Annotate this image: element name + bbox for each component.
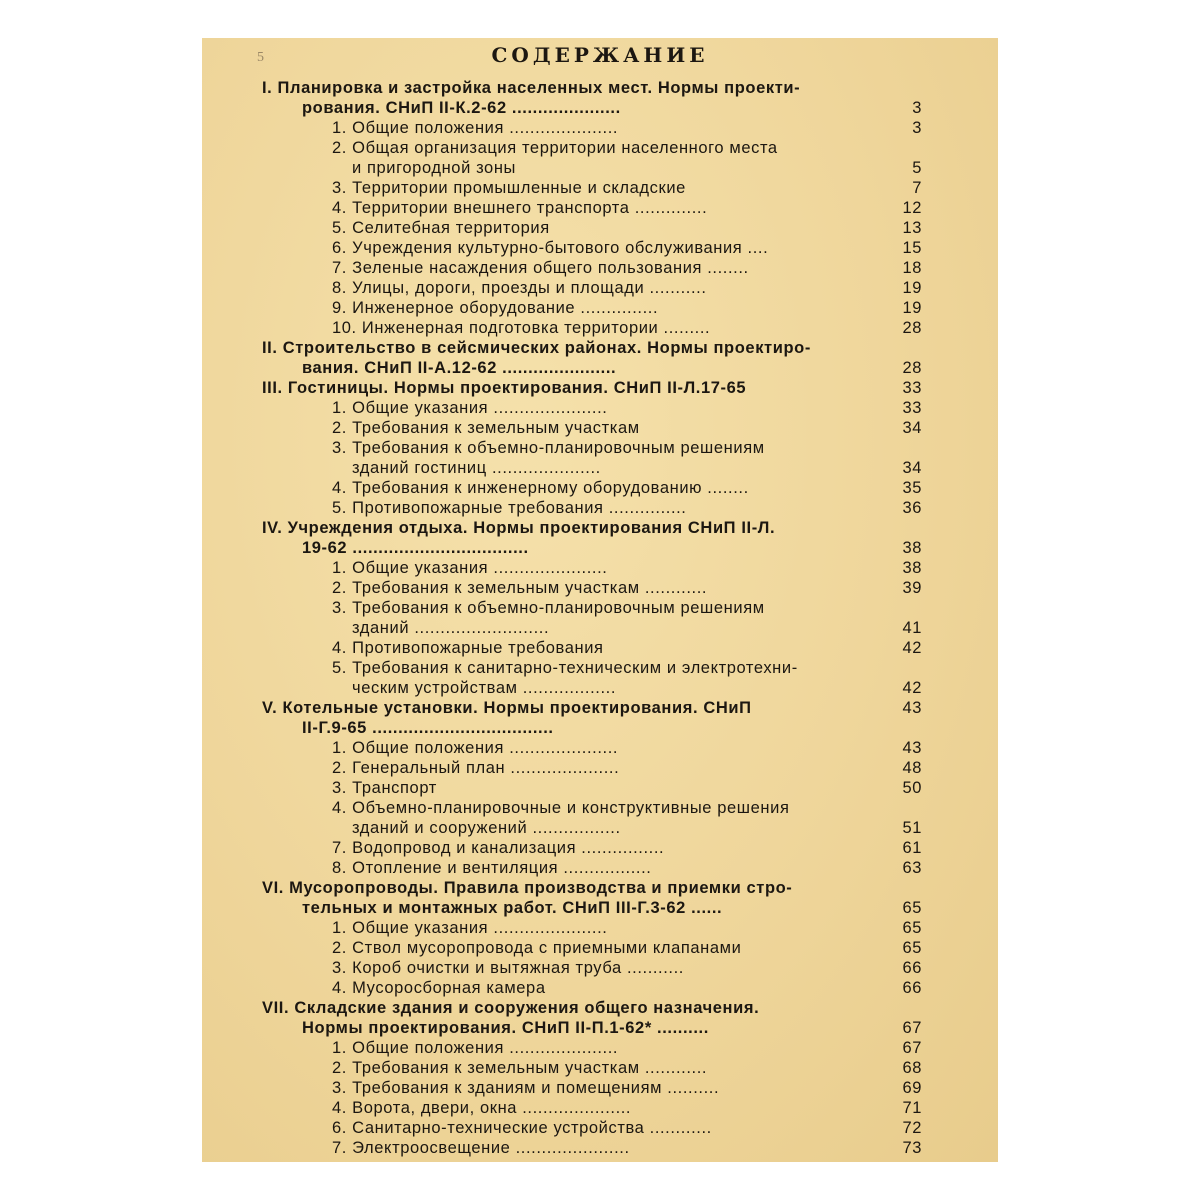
toc-entry-text: 2. Требования к земельным участкам bbox=[332, 419, 640, 437]
toc-entry bbox=[202, 878, 998, 898]
toc-entry bbox=[202, 818, 998, 838]
toc-entry-text: II-Г.9-65 ................................... bbox=[302, 719, 554, 737]
toc-entry-page: 65 bbox=[902, 899, 922, 917]
toc-entry-text: 4. Объемно-планировочные и конструктивные решения bbox=[332, 799, 790, 817]
toc-entry bbox=[202, 618, 998, 638]
toc-entry-page: 66 bbox=[902, 959, 922, 977]
toc-entry bbox=[202, 418, 998, 438]
toc-entry-text: V. Котельные установки. Нормы проектирования. СНиП bbox=[262, 699, 752, 717]
toc-entry-text: 3. Территории промышленные и складские bbox=[332, 179, 686, 197]
toc-entry bbox=[202, 478, 998, 498]
toc-entry-page: 13 bbox=[902, 219, 922, 237]
toc-entry bbox=[202, 798, 998, 818]
toc-entry bbox=[202, 538, 998, 558]
toc-entry bbox=[202, 918, 998, 938]
toc-entry-text: 3. Требования к объемно-планировочным решениям bbox=[332, 439, 765, 457]
toc-entry bbox=[202, 898, 998, 918]
toc-entry-text: 5. Противопожарные требования ............... bbox=[332, 499, 687, 517]
page-title: СОДЕРЖАНИЕ bbox=[491, 43, 709, 67]
toc-entry-page: 12 bbox=[902, 199, 922, 217]
toc-entry-text: I. Планировка и застройка населенных мест. Нормы проекти- bbox=[262, 79, 801, 97]
toc-entry-page: 65 bbox=[902, 939, 922, 957]
toc-entry bbox=[202, 558, 998, 578]
toc-entry-text: 2. Генеральный план ..................... bbox=[332, 759, 620, 777]
toc-entry bbox=[202, 658, 998, 678]
toc-entry-text: 2. Требования к земельным участкам ............ bbox=[332, 579, 708, 597]
toc-entry-page: 33 bbox=[902, 379, 922, 397]
toc-entry-text: 8. Улицы, дороги, проезды и площади ........... bbox=[332, 279, 707, 297]
toc-entry-text: 9. Инженерное оборудование ............... bbox=[332, 299, 659, 317]
toc-entry-page: 15 bbox=[902, 239, 922, 257]
toc-entry-page: 69 bbox=[902, 1079, 922, 1097]
toc-entry bbox=[202, 238, 998, 258]
toc-entry-page: 5 bbox=[912, 159, 922, 177]
toc-entry-text: 7. Зеленые насаждения общего пользования ........ bbox=[332, 259, 749, 277]
toc-entry bbox=[202, 438, 998, 458]
toc-entry bbox=[202, 1078, 998, 1098]
toc-entry-text: 1. Общие указания ...................... bbox=[332, 559, 608, 577]
toc-entry bbox=[202, 778, 998, 798]
toc-entry bbox=[202, 998, 998, 1018]
toc-entry-text: VII. Складские здания и сооружения общего назначения. bbox=[262, 999, 760, 1017]
toc-entry-text: тельных и монтажных работ. СНиП III-Г.3-62 ...... bbox=[302, 899, 723, 917]
toc-entry-text: 1. Общие положения ..................... bbox=[332, 1039, 619, 1057]
toc-entry-page: 42 bbox=[902, 679, 922, 697]
toc-entry bbox=[202, 938, 998, 958]
toc-entry-page: 66 bbox=[902, 979, 922, 997]
toc-entry-text: 19-62 .................................. bbox=[302, 539, 529, 557]
toc-entry-text: 4. Противопожарные требования bbox=[332, 639, 604, 657]
toc-entry-page: 35 bbox=[902, 479, 922, 497]
toc-entry bbox=[202, 498, 998, 518]
toc-entry-page: 38 bbox=[902, 559, 922, 577]
toc-entry-text: вания. СНиП II-А.12-62 ...................... bbox=[302, 359, 617, 377]
toc-entry-text: III. Гостиницы. Нормы проектирования. СНиП II-Л.17-65 bbox=[262, 379, 747, 397]
toc-entry bbox=[202, 598, 998, 618]
toc-entry bbox=[202, 958, 998, 978]
toc-entry-text: 4. Требования к инженерному оборудованию ........ bbox=[332, 479, 749, 497]
toc-entry-page: 18 bbox=[902, 259, 922, 277]
toc-entry bbox=[202, 218, 998, 238]
toc-entry-text: 5. Селитебная территория bbox=[332, 219, 550, 237]
toc-entry-text: рования. СНиП II-К.2-62 ..................... bbox=[302, 99, 621, 117]
toc-entry-text: IV. Учреждения отдыха. Нормы проектирования СНиП II-Л. bbox=[262, 519, 776, 537]
toc-entry-page: 43 bbox=[902, 739, 922, 757]
toc-entry bbox=[202, 858, 998, 878]
toc-entry-text: Нормы проектирования. СНиП II-П.1-62* .......... bbox=[302, 1019, 709, 1037]
toc-entry-page: 68 bbox=[902, 1059, 922, 1077]
toc-entry-page: 42 bbox=[902, 639, 922, 657]
toc-entry-text: 7. Водопровод и канализация ................ bbox=[332, 839, 665, 857]
toc-entry bbox=[202, 678, 998, 698]
toc-entry bbox=[202, 358, 998, 378]
toc-entry bbox=[202, 278, 998, 298]
toc-entry bbox=[202, 1118, 998, 1138]
toc-entry bbox=[202, 138, 998, 158]
toc-entry bbox=[202, 178, 998, 198]
toc-entry bbox=[202, 738, 998, 758]
toc-entry-text: 8. Отопление и вентиляция ................. bbox=[332, 859, 652, 877]
toc-entry-page: 48 bbox=[902, 759, 922, 777]
toc-entry-page: 34 bbox=[902, 459, 922, 477]
toc-entry-page: 65 bbox=[902, 919, 922, 937]
toc-entry-text: 3. Транспорт bbox=[332, 779, 437, 797]
toc-entry-page: 3 bbox=[912, 119, 922, 137]
toc-entry-text: 4. Ворота, двери, окна ..................... bbox=[332, 1099, 632, 1117]
toc-entry-text: зданий .......................... bbox=[352, 619, 550, 637]
toc-entry-page: 67 bbox=[902, 1019, 922, 1037]
toc-entry bbox=[202, 78, 998, 98]
corner-page-number: 5 bbox=[257, 50, 264, 65]
toc-entry-page: 71 bbox=[902, 1099, 922, 1117]
toc-entry bbox=[202, 1058, 998, 1078]
toc-entry-page: 72 bbox=[902, 1119, 922, 1137]
toc-entry bbox=[202, 158, 998, 178]
toc-entry-page: 36 bbox=[902, 499, 922, 517]
table-of-contents bbox=[202, 78, 998, 1158]
toc-entry bbox=[202, 398, 998, 418]
toc-entry-page: 34 bbox=[902, 419, 922, 437]
toc-entry bbox=[202, 698, 998, 718]
toc-entry-page: 3 bbox=[912, 99, 922, 117]
toc-entry-page: 63 bbox=[902, 859, 922, 877]
toc-entry bbox=[202, 638, 998, 658]
toc-entry-text: 1. Общие указания ...................... bbox=[332, 919, 608, 937]
toc-entry bbox=[202, 378, 998, 398]
toc-entry bbox=[202, 98, 998, 118]
toc-entry bbox=[202, 838, 998, 858]
toc-entry-text: 3. Короб очистки и вытяжная труба ........... bbox=[332, 959, 684, 977]
toc-entry-text: II. Строительство в сейсмических районах. Нормы проектиро- bbox=[262, 339, 811, 357]
toc-entry bbox=[202, 978, 998, 998]
toc-entry-text: 6. Санитарно-технические устройства ............ bbox=[332, 1119, 712, 1137]
toc-entry-page: 43 bbox=[902, 699, 922, 717]
toc-entry-page: 19 bbox=[902, 279, 922, 297]
toc-entry-text: 3. Требования к объемно-планировочным решениям bbox=[332, 599, 765, 617]
toc-entry-page: 19 bbox=[902, 299, 922, 317]
toc-entry-page: 39 bbox=[902, 579, 922, 597]
toc-entry bbox=[202, 338, 998, 358]
toc-entry-text: ческим устройствам .................. bbox=[352, 679, 617, 697]
toc-entry-text: 2. Требования к земельным участкам ............ bbox=[332, 1059, 708, 1077]
toc-entry-text: 7. Электроосвещение ...................... bbox=[332, 1139, 630, 1157]
toc-entry bbox=[202, 1038, 998, 1058]
toc-entry-text: 4. Мусоросборная камера bbox=[332, 979, 546, 997]
toc-entry-text: 2. Общая организация территории населенного места bbox=[332, 139, 778, 157]
toc-entry-text: 3. Требования к зданиям и помещениям .......... bbox=[332, 1079, 720, 1097]
toc-entry-page: 28 bbox=[902, 319, 922, 337]
toc-entry bbox=[202, 718, 998, 738]
toc-entry bbox=[202, 758, 998, 778]
toc-entry-text: и пригородной зоны bbox=[352, 159, 516, 177]
toc-entry-text: 5. Требования к санитарно-техническим и электротехни- bbox=[332, 659, 798, 677]
toc-entry bbox=[202, 1018, 998, 1038]
toc-entry-text: 1. Общие положения ..................... bbox=[332, 119, 619, 137]
toc-entry bbox=[202, 118, 998, 138]
toc-entry-text: зданий гостиниц ..................... bbox=[352, 459, 601, 477]
toc-entry bbox=[202, 1138, 998, 1158]
toc-entry bbox=[202, 458, 998, 478]
toc-entry-page: 50 bbox=[902, 779, 922, 797]
toc-entry bbox=[202, 1098, 998, 1118]
toc-entry-page: 38 bbox=[902, 539, 922, 557]
toc-entry-text: 4. Территории внешнего транспорта .............. bbox=[332, 199, 708, 217]
toc-entry bbox=[202, 578, 998, 598]
toc-entry-text: 6. Учреждения культурно-бытового обслуживания .... bbox=[332, 239, 769, 257]
toc-entry bbox=[202, 198, 998, 218]
toc-entry-text: VI. Мусоропроводы. Правила производства и приемки стро- bbox=[262, 879, 793, 897]
toc-entry-text: 1. Общие положения ..................... bbox=[332, 739, 619, 757]
toc-entry-page: 33 bbox=[902, 399, 922, 417]
toc-entry-text: 2. Ствол мусоропровода с приемными клапанами bbox=[332, 939, 742, 957]
toc-entry-page: 73 bbox=[902, 1139, 922, 1157]
document-page bbox=[202, 38, 998, 1162]
toc-entry-text: зданий и сооружений ................. bbox=[352, 819, 621, 837]
toc-entry bbox=[202, 318, 998, 338]
toc-entry-page: 61 bbox=[902, 839, 922, 857]
toc-entry-text: 10. Инженерная подготовка территории ......... bbox=[332, 319, 711, 337]
toc-entry-page: 51 bbox=[902, 819, 922, 837]
toc-entry-page: 7 bbox=[912, 179, 922, 197]
toc-entry-page: 41 bbox=[902, 619, 922, 637]
toc-entry-page: 28 bbox=[902, 359, 922, 377]
toc-entry bbox=[202, 518, 998, 538]
toc-entry bbox=[202, 298, 998, 318]
toc-entry bbox=[202, 258, 998, 278]
toc-entry-page: 67 bbox=[902, 1039, 922, 1057]
toc-entry-text: 1. Общие указания ...................... bbox=[332, 399, 608, 417]
